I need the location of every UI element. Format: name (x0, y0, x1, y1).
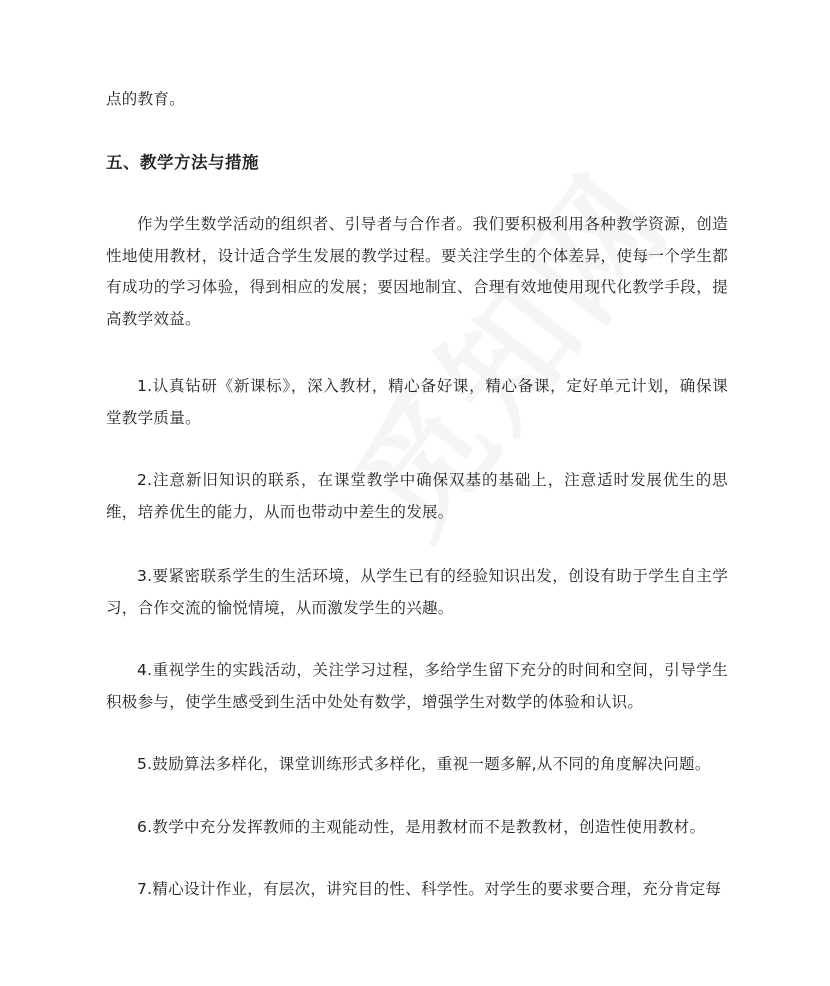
list-item: 4.重视学生的实践活动，关注学习过程，多给学生留下充分的时间和空间，引导学生积极参与，使学生感受到生活中处处有数学，增强学生对数学的体验和认识。 (106, 661, 728, 711)
list-item: 3.要紧密联系学生的生活环境，从学生已有的经验知识出发，创设有助于学生自主学习，合作交流的愉悦情境，从而激发学生的兴趣。 (106, 567, 728, 617)
section-heading: 五、教学方法与措施 (106, 153, 259, 172)
section-intro-paragraph: 作为学生数学活动的组织者、引导者与合作者。我们要积极利用各种教学资源，创造性地使用教材，设计适合学生发展的教学过程。要关注学生的个体差异，使每一个学生都有成功的学习体验，得到相应的发展；要因地制宜、合理有效地使用现代化教学手段，提高教学效益。 (106, 215, 728, 328)
previous-paragraph-tail: 点的教育。 (106, 90, 186, 108)
list-item: 7.精心设计作业，有层次，讲究目的性、科学性。对学生的要求要合理，充分肯定每 (137, 880, 722, 898)
list-item: 6.教学中充分发挥教师的主观能动性，是用教材而不是教教材，创造性使用教材。 (137, 818, 706, 836)
list-item: 5.鼓励算法多样化，课堂训练形式多样化，重视一题多解,从不同的角度解决问题。 (137, 755, 711, 773)
list-item: 2.注意新旧知识的联系，在课堂教学中确保双基的基础上，注意适时发展优生的思维，培养优生的能力，从而也带动中差生的发展。 (106, 471, 728, 521)
list-item: 1.认真钻研《新课标》，深入教材，精心备好课，精心备课，定好单元计划，确保课堂教学质量。 (106, 377, 728, 427)
